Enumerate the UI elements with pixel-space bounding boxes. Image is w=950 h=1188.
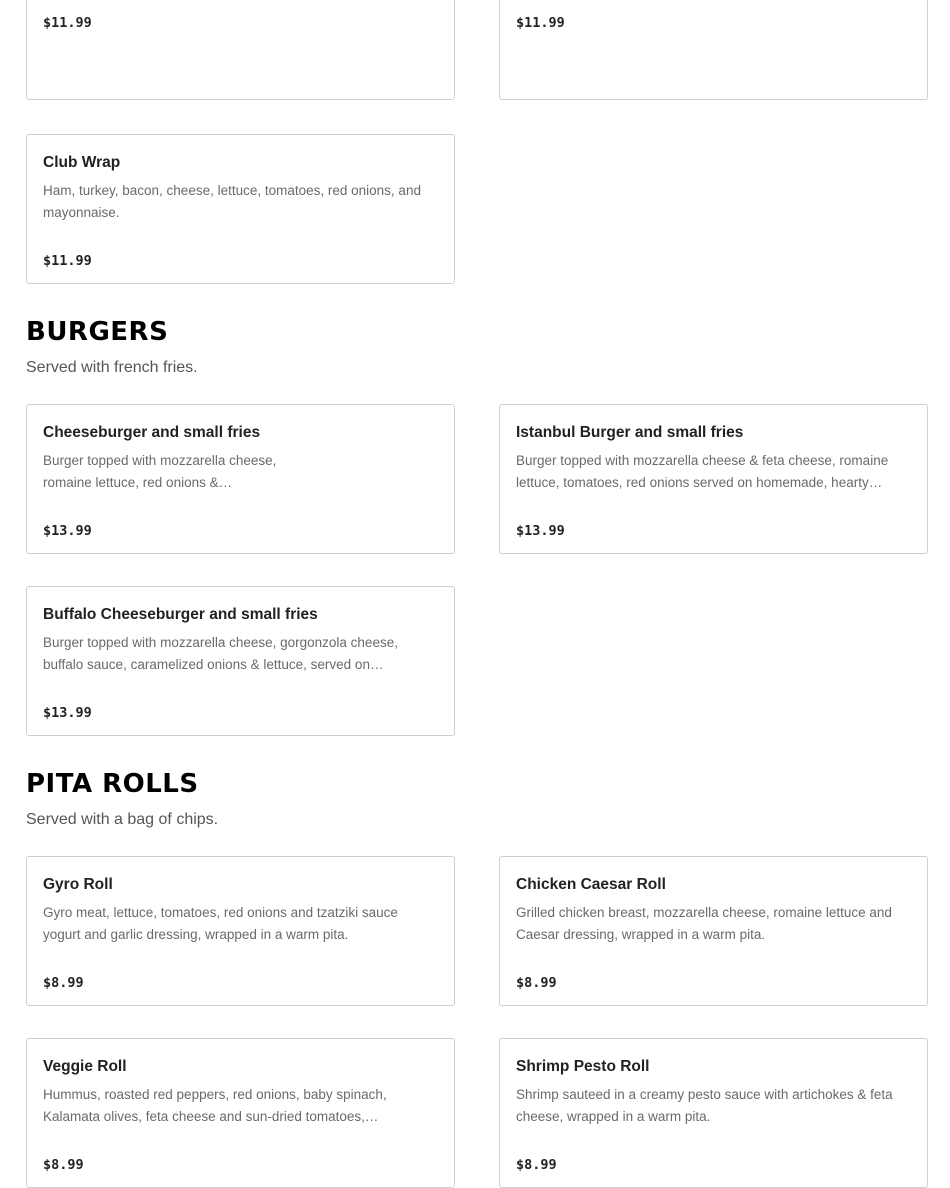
item-description: Burger topped with mozzarella cheese, gorgonzola cheese, buffalo sauce, caramelized onions & lettuce, served on… [43,635,398,672]
item-price: $8.99 [43,975,84,991]
section-title-pita-rolls: PITA ROLLS [26,769,199,799]
item-price: $11.99 [516,15,565,31]
item-price: $13.99 [43,705,92,721]
item-price: $13.99 [43,523,92,539]
item-name: Gyro Roll [43,876,113,893]
menu-item-card-veggie-roll[interactable] [26,1038,455,1188]
menu-item-card-buffalo-cheeseburger[interactable] [26,586,455,736]
item-price: $13.99 [516,523,565,539]
item-description: Hummus, roasted red peppers, red onions, baby spinach, Kalamata olives, feta cheese and sun-dried tomatoes,… [43,1087,387,1124]
item-description: Shrimp sauteed in a creamy pesto sauce with artichokes & feta cheese, wrapped in a warm pita. [516,1087,893,1124]
section-subtitle-burgers: Served with french fries. [26,359,198,376]
item-description: Burger topped with mozzarella cheese, romaine lettuce, red onions &… [43,453,277,490]
menu-item-card-chicken-caesar-roll[interactable] [499,856,928,1006]
section-subtitle-pita-rolls: Served with a bag of chips. [26,811,219,828]
section-title-burgers: BURGERS [26,317,169,347]
menu-item-card[interactable] [26,0,455,100]
item-name: Cheeseburger and small fries [43,424,261,441]
item-description: Grilled chicken breast, mozzarella cheese, romaine lettuce and Caesar dressing, wrapped in a warm pita. [516,905,892,942]
menu-item-card[interactable] [499,0,928,100]
item-name: Chicken Caesar Roll [516,876,666,893]
menu-item-card-cheeseburger[interactable] [26,404,455,554]
menu-item-card-club-wrap[interactable] [26,134,455,284]
menu-item-card-shrimp-pesto-roll[interactable] [499,1038,928,1188]
item-price: $8.99 [43,1157,84,1173]
item-name: Club Wrap [43,154,121,171]
item-name: Shrimp Pesto Roll [516,1058,650,1075]
item-price: $8.99 [516,975,557,991]
item-description: Gyro meat, lettuce, tomatoes, red onions and tzatziki sauce yogurt and garlic dressing, wrapped in a warm pita. [43,905,398,942]
item-price: $11.99 [43,15,92,31]
item-name: Istanbul Burger and small fries [516,424,744,441]
item-price: $11.99 [43,253,92,269]
item-description: Ham, turkey, bacon, cheese, lettuce, tomatoes, red onions, and mayonnaise. [43,183,421,220]
menu-item-card-istanbul-burger[interactable] [499,404,928,554]
item-name: Veggie Roll [43,1058,127,1075]
item-name: Buffalo Cheeseburger and small fries [43,606,318,623]
item-price: $8.99 [516,1157,557,1173]
menu-item-card-gyro-roll[interactable] [26,856,455,1006]
item-description: Burger topped with mozzarella cheese & feta cheese, romaine lettuce, tomatoes, red onions served on homemade, hearty… [516,453,889,490]
